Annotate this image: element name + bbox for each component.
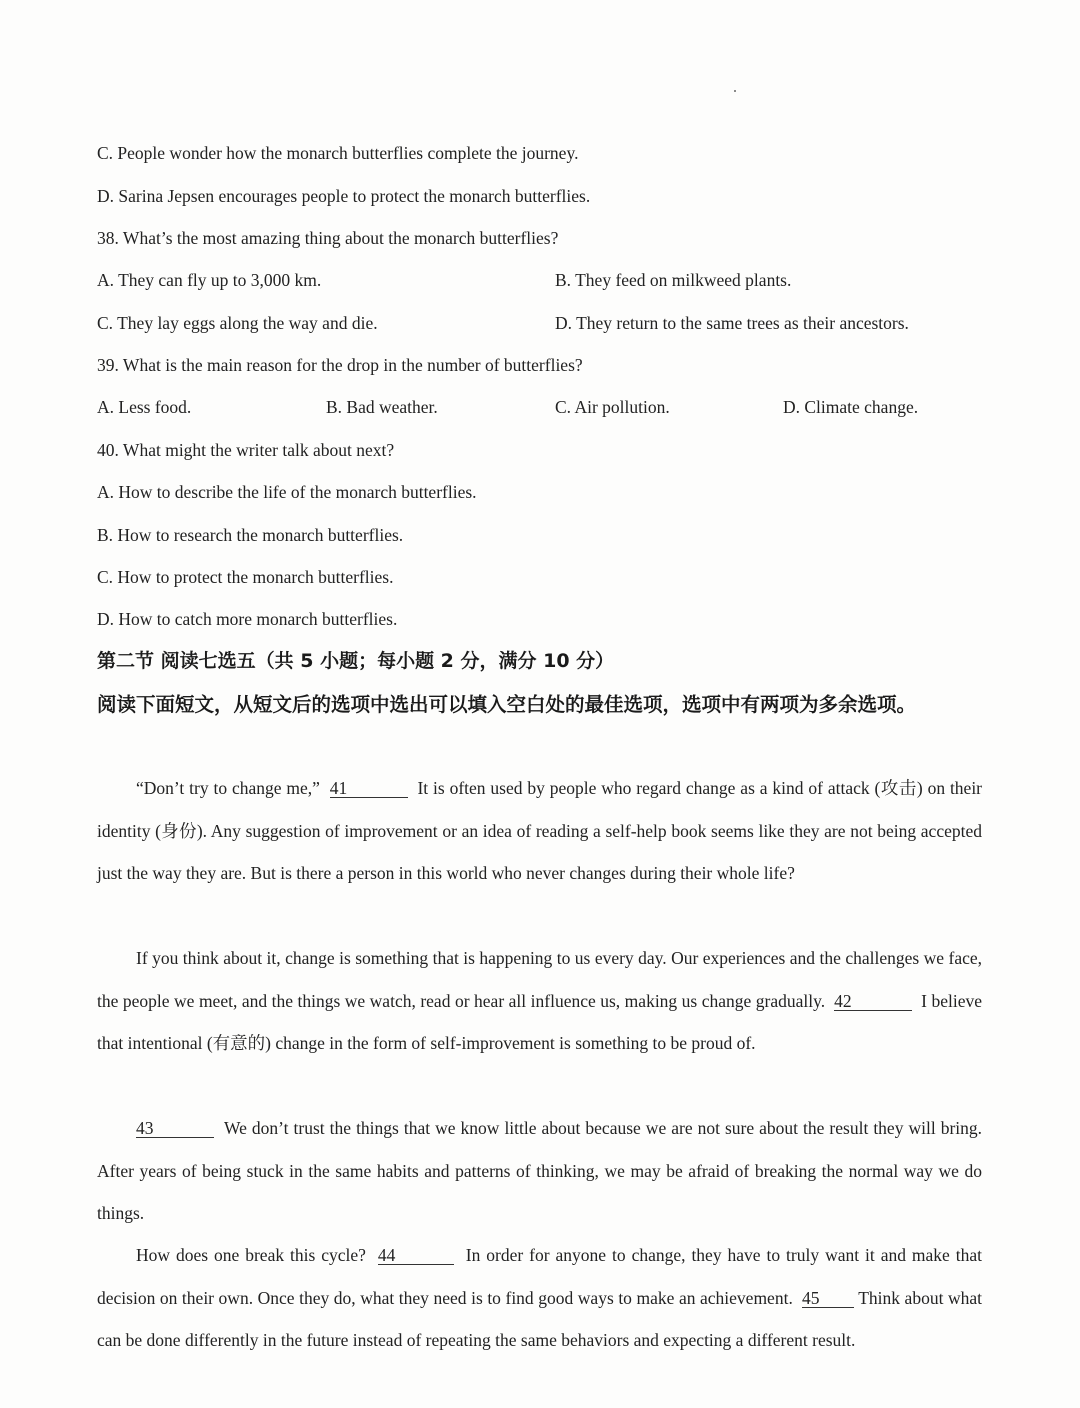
blank-42: 42	[834, 992, 912, 1011]
question-39-stem: 39. What is the main reason for the drop in the number of butterflies?	[97, 355, 583, 375]
paragraph-3-text-after: We don’t trust the things that we know little about because we are not sure about the result they will bring. After years of being stuck in the same habits and patterns of thinking, we may be afraid of breaking the normal way we do things.	[97, 1118, 983, 1223]
paragraph-4-text-middle: In order for anyone to change, they have to truly want it and make that decision on their own. Once they do, what they need is to find good ways to make an achievement.	[97, 1245, 983, 1308]
blank-43: 43	[136, 1119, 214, 1138]
option-39a: A. Less food.	[97, 397, 192, 417]
option-40d: D. How to catch more monarch butterflies.	[97, 609, 398, 629]
passage-paragraph-4	[97, 1234, 982, 1362]
paragraph-1-text-after: It is often used by people who regard change as a kind of attack (攻击) on their identity (身份). Any suggestion of improvement or an idea of reading a self-help book seems like they are not being accepted just the way they are. But is there a person in this world who never changes during their whole life?	[97, 778, 983, 883]
option-39b: B. Bad weather.	[326, 397, 438, 417]
option-40b: B. How to research the monarch butterflies.	[97, 525, 404, 545]
option-39d: D. Climate change.	[783, 397, 919, 417]
blank-41: 41	[330, 779, 408, 798]
question-40-stem: 40. What might the writer talk about next?	[97, 440, 395, 460]
paragraph-4-text-after: Think about what can be done differently in the future instead of repeating the same behaviors and expecting a different result.	[97, 1287, 983, 1350]
option-38d: D. They return to the same trees as their ancestors.	[555, 313, 909, 333]
passage-paragraph-1	[97, 767, 982, 895]
passage-paragraph-2	[97, 937, 982, 1065]
paragraph-2-text-after: I believe that intentional (有意的) change in the form of self-improvement is something to be proud of.	[97, 990, 983, 1053]
blank-45: 45	[802, 1289, 854, 1308]
option-40a: A. How to describe the life of the monarch butterflies.	[97, 482, 477, 502]
paragraph-4-text-before: How does one break this cycle?	[136, 1245, 366, 1265]
option-37c: C. People wonder how the monarch butterflies complete the journey.	[97, 143, 579, 163]
paragraph-1-text-before: “Don’t try to change me,”	[136, 778, 320, 798]
option-38b: B. They feed on milkweed plants.	[555, 270, 792, 290]
option-37d: D. Sarina Jepsen encourages people to protect the monarch butterflies.	[97, 186, 591, 206]
option-38a: A. They can fly up to 3,000 km.	[97, 270, 322, 290]
section-instruction: 阅读下面短文，从短文后的选项中选出可以填入空白处的最佳选项，选项中有两项为多余选项。	[97, 693, 917, 716]
paragraph-2-text-before: If you think about it, change is something that is happening to us every day. Our experiences and the challenges we face, the people we meet, and the things we watch, read or hear all influence us, making us change gradually.	[97, 948, 982, 1011]
question-38-stem: 38. What’s the most amazing thing about the monarch butterflies?	[97, 228, 559, 248]
option-38c: C. They lay eggs along the way and die.	[97, 313, 378, 333]
option-39c: C. Air pollution.	[555, 397, 670, 417]
blank-44: 44	[378, 1246, 454, 1265]
section-title: 第二节 阅读七选五（共 5 小题；每小题 2 分，满分 10 分）	[97, 650, 615, 672]
passage-paragraph-3	[97, 1107, 982, 1235]
scan-speck	[734, 90, 736, 92]
option-40c: C. How to protect the monarch butterflies.	[97, 567, 394, 587]
